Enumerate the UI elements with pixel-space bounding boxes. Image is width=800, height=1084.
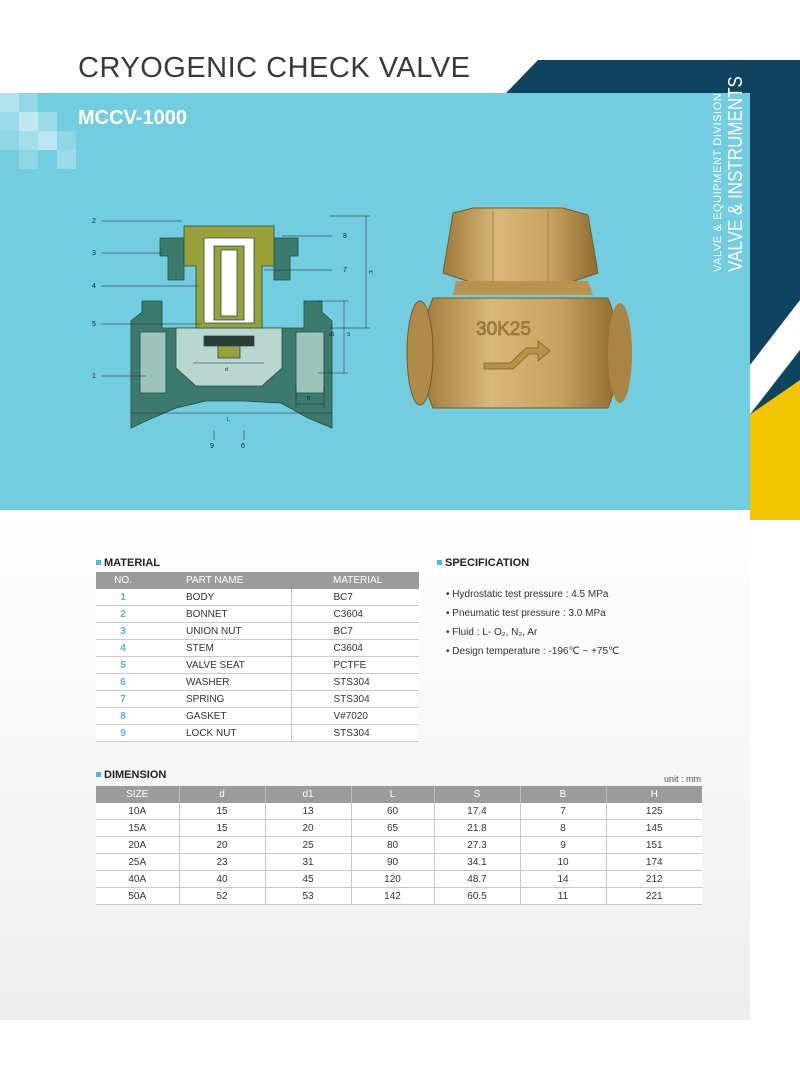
division-title: VALVE & INSTRUMENTS [725,76,747,272]
division-label [712,72,772,272]
dim-label-h: H [369,270,373,276]
table-row: 6 WASHER STS304 [96,674,419,691]
spec-item: • Pneumatic test pressure : 3.0 MPa [446,608,606,619]
dimension-table [96,786,702,905]
dim-label-s: S [347,332,351,338]
pixel-mosaic-graphic [0,93,80,173]
spec-item: • Fluid : L- O₂, N₂, Ar [446,627,538,638]
spec-item: • Design temperature : -196℃ ~ +75℃ [446,646,620,657]
hero-banner [0,76,750,510]
table-row: 20A 20 25 80 27.3 9 151 [96,837,702,854]
callout-9: 9 [210,443,214,450]
callout-7: 7 [343,267,347,274]
callout-6: 6 [241,443,245,450]
dim-label-d: d [225,367,228,373]
table-row: 10A 15 13 60 17.4 7 125 [96,803,702,820]
dim-label-b: B [307,396,311,402]
callout-8: 8 [343,233,347,240]
table-row: 3 UNION NUT BC7 [96,623,419,640]
valve-section-diagram [86,208,376,473]
table-row: 9 LOCK NUT STS304 [96,725,419,742]
table-row: 1 BODY BC7 [96,589,419,606]
material-section-title: MATERIAL [96,557,160,569]
table-row: 40A 40 45 120 48.7 14 212 [96,871,702,888]
specification-section-title: SPECIFICATION [437,557,529,569]
unit-label: unit : mm [663,774,701,784]
bullet-square-icon [437,560,442,565]
table-row: 7 SPRING STS304 [96,691,419,708]
specification-list [446,589,619,665]
division-subtitle: VALVE & EQUIPMENT DIVISION [712,92,724,272]
bullet-square-icon [96,772,101,777]
table-row: 25A 23 31 90 34.1 10 174 [96,854,702,871]
dimension-header-row: SIZE d d1 L S B H [96,786,702,803]
material-col-no: NO. [96,572,150,589]
valve-product-photo [398,203,633,438]
casting-mark: 30K25 [476,319,531,340]
callout-2: 2 [92,218,96,225]
dim-label-d1: d1 [329,332,335,338]
dim-label-l: L [227,417,230,423]
dimension-section-title: DIMENSION [96,769,166,781]
table-row: 8 GASKET V#7020 [96,708,419,725]
table-row: 5 VALVE SEAT PCTFE [96,657,419,674]
callout-3: 3 [92,250,96,257]
callout-4: 4 [92,283,96,290]
model-number: MCCV-1000 [78,107,187,129]
material-col-material: MATERIAL [291,572,419,589]
page-title: CRYOGENIC CHECK VALVE [78,52,471,84]
material-col-part: PART NAME [150,572,291,589]
material-header-row [96,572,419,589]
table-row: 4 STEM C3604 [96,640,419,657]
callout-5: 5 [92,321,96,328]
material-table [96,572,419,742]
callout-1: 1 [92,373,96,380]
spec-item: • Hydrostatic test pressure : 4.5 MPa [446,589,609,600]
table-row: 15A 15 20 65 21.8 8 145 [96,820,702,837]
bullet-square-icon [96,560,101,565]
table-row: 2 BONNET C3604 [96,606,419,623]
table-row: 50A 52 53 142 60.5 11 221 [96,888,702,905]
